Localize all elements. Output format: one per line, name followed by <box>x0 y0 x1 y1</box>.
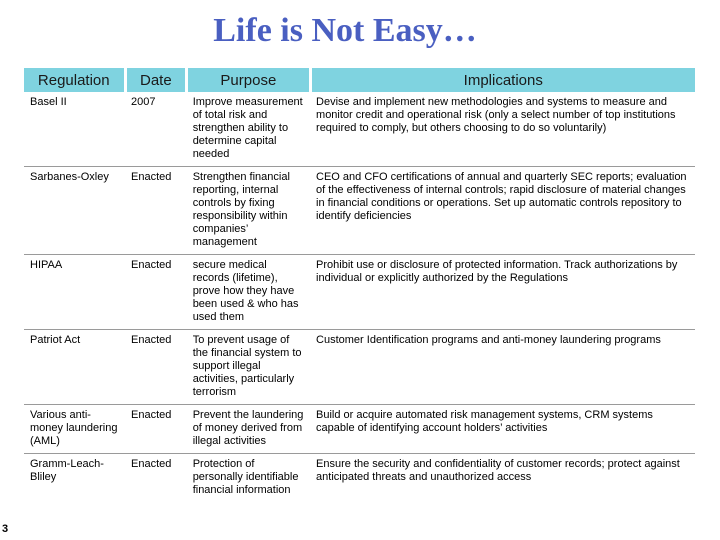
cell-purpose: To prevent usage of the financial system to support illegal activities, particularly terrorism <box>187 330 310 405</box>
cell-date: Enacted <box>125 330 187 405</box>
slide-title: Life is Not Easy… <box>213 12 477 49</box>
cell-date: Enacted <box>131 458 172 470</box>
header-purpose: Purpose <box>187 68 310 92</box>
table-row <box>24 92 695 167</box>
cell-regulation: Gramm-Leach-Bliley <box>30 458 104 483</box>
cell-date: Enacted <box>125 167 187 255</box>
cell-implications: Build or acquire automated risk management systems, CRM systems capable of identifying account holders’ activities <box>310 405 695 454</box>
cell-regulation: Sarbanes-Oxley <box>24 167 125 255</box>
header-regulation: Regulation <box>24 68 125 92</box>
cell-regulation: HIPAA <box>24 255 125 330</box>
cell-regulation: Various anti-money laundering (AML) <box>24 405 125 454</box>
cell-regulation: Patriot Act <box>24 330 125 405</box>
table-header-row <box>24 68 695 92</box>
cell-date: Enacted <box>125 255 187 330</box>
cell-implications: Ensure the security and confidentiality of customer records; protect against anticipated threats and unauthorized access <box>316 458 680 483</box>
cell-purpose: Strengthen financial reporting, internal controls by fixing responsibility within companies’ management <box>187 167 310 255</box>
header-date: Date <box>125 68 187 92</box>
cell-implications: CEO and CFO certifications of annual and quarterly SEC reports; evaluation of the effectiveness of internal controls; rapid disclosure of material changes in financial conditions or operations. Set up automatic controls repository to identify deficiencies <box>310 167 695 255</box>
cell-purpose: Prevent the laundering of money derived from illegal activities <box>187 405 310 454</box>
table-row <box>24 454 695 503</box>
cell-date: 2007 <box>125 92 187 167</box>
table-row <box>24 167 695 255</box>
cell-implications: Devise and implement new methodologies and systems to measure and monitor credit and operational risk (only a select number of top institutions required to comply, but others choosing to do so voluntarily) <box>310 92 695 167</box>
cell-implications: Prohibit use or disclosure of protected information. Track authorizations by individual or explicitly authorized by the Regulations <box>310 255 695 330</box>
table-row <box>24 330 695 405</box>
cell-purpose: Improve measurement of total risk and strengthen ability to determine capital needed <box>187 92 310 167</box>
table-row <box>24 405 695 454</box>
table-row <box>24 255 695 330</box>
cell-implications: Customer Identification programs and anti-money laundering programs <box>310 330 695 405</box>
regulations-table <box>24 68 695 502</box>
cell-purpose: secure medical records (lifetime), prove how they have been used & who has used them <box>187 255 310 330</box>
header-implications: Implications <box>310 68 695 92</box>
cell-regulation: Basel II <box>24 92 125 167</box>
cell-purpose: Protection of personally identifiable financial information <box>192 458 299 496</box>
cell-date: Enacted <box>125 405 187 454</box>
page-number: 3 <box>2 523 9 535</box>
